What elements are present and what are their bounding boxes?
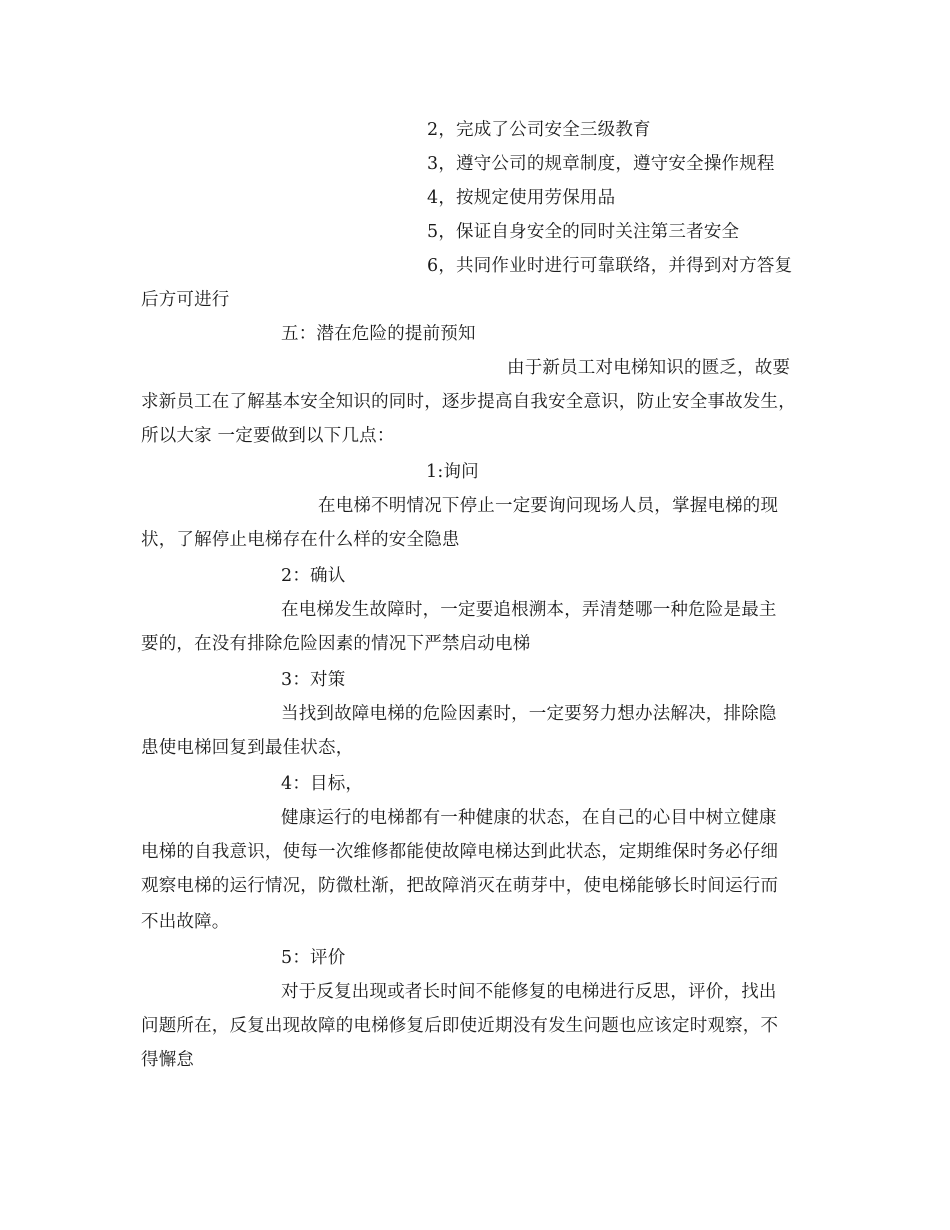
point-body-line: 健康运行的电梯都有一种健康的状态，在自己的心目中树立健康 <box>281 808 777 828</box>
point-body-line: 问题所在，反复出现故障的电梯修复后即使近期没有发生问题也应该定时观察，不 <box>141 1016 779 1036</box>
list-item-5: 5，保证自身安全的同时关注第三者安全 <box>427 222 740 242</box>
point-body-line: 得懈怠 <box>141 1050 195 1070</box>
point-body-line: 状，了解停止电梯存在什么样的安全隐患 <box>141 530 460 550</box>
point-body-line: 当找到故障电梯的危险因素时，一定要努力想办法解决，排除隐 <box>281 704 777 724</box>
list-item-6-continuation: 后方可进行 <box>141 290 230 310</box>
point-body-line: 对于反复出现或者长时间不能修复的电梯进行反思，评价，找出 <box>281 982 777 1002</box>
point-body-line: 要的，在没有排除危险因素的情况下严禁启动电梯 <box>141 634 531 654</box>
list-item-3: 3，遵守公司的规章制度，遵守安全操作规程 <box>427 154 775 174</box>
list-item-4: 4，按规定使用劳保用品 <box>427 188 616 208</box>
point-title-countermeasure: 3：对策 <box>281 670 346 690</box>
point-title-evaluate: 5：评价 <box>281 948 346 968</box>
list-item-6: 6，共同作业时进行可靠联络，并得到对方答复 <box>427 256 793 276</box>
point-body-line: 电梯的自我意识，使每一次维修都能使故障电梯达到此状态，定期维保时务必仔细 <box>141 842 779 862</box>
section-intro-line: 由于新员工对电梯知识的匮乏，故要 <box>507 358 791 378</box>
point-body-line: 观察电梯的运行情况，防微杜渐，把故障消灭在萌芽中，使电梯能够长时间运行而 <box>141 876 779 896</box>
point-body-line: 不出故障。 <box>141 912 230 932</box>
point-body-line: 在电梯不明情况下停止一定要询问现场人员，掌握电梯的现 <box>318 496 779 516</box>
point-title-confirm: 2：确认 <box>281 566 346 586</box>
point-title-goal: 4：目标， <box>281 774 364 794</box>
section-intro-line: 求新员工在了解基本安全知识的同时，逐步提高自我安全意识，防止安全事故发生， <box>141 392 796 412</box>
point-title-inquire: 1:询问 <box>426 462 479 482</box>
list-item-2: 2，完成了公司安全三级教育 <box>427 120 651 140</box>
section-heading: 五：潜在危险的提前预知 <box>281 324 476 344</box>
point-body-line: 在电梯发生故障时，一定要追根溯本，弄清楚哪一种危险是最主 <box>281 600 777 620</box>
section-intro-line: 所以大家 一定要做到以下几点： <box>141 426 395 446</box>
point-body-line: 患使电梯回复到最佳状态， <box>141 738 354 758</box>
